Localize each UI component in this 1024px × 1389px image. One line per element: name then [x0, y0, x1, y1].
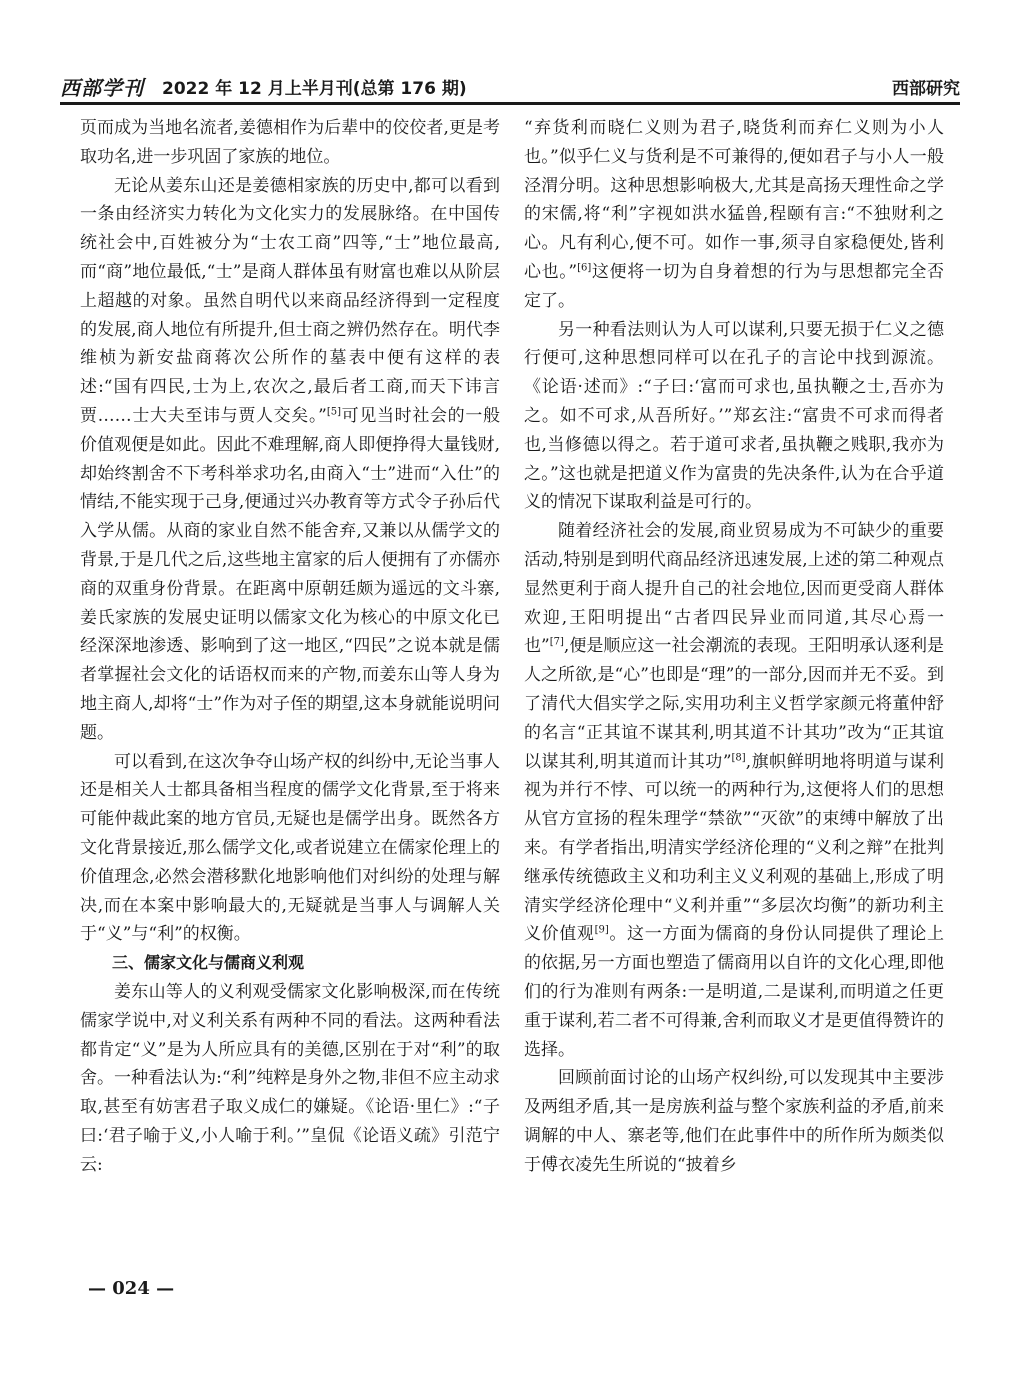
paragraph: [80, 172, 500, 748]
section-name: 西部研究: [892, 79, 960, 99]
running-header: [60, 66, 960, 105]
paragraph: 姜东山等人的义利观受儒家文化影响极深,而在传统儒家学说中,对义利关系有两种不同的看法。这两种看法都肯定“义”是为人所应具有的美德,区别在于对“利”的取舍。一种看法认为:“利”纯粹是身外之物,非但不应主动求取,甚至有妨害君子取义成仁的嫌疑。《论语·里仁》:“子曰:‘君子喻于义,小人喻于利。’”皇侃《论语义疏》引范宁云:: [80, 981, 500, 1175]
paragraph-text: 这便将一切为自身着想的行为与思想都完全否定了。: [524, 261, 944, 311]
issue-info: 2022 年 12 月上半月刊(总第 176 期): [162, 79, 467, 99]
paragraph: [524, 114, 944, 316]
paragraph: 另一种看法则认为人可以谋利,只要无损于仁义之德行便可,这种思想同样可以在孔子的言论中找到源流。《论语·述而》:“子曰:‘富而可求也,虽执鞭之士,吾亦为之。如不可求,从吾所好。’”郑玄注:“富贵不可求而得者也,当修德以得之。若于道可求者,虽执鞭之贱职,我亦为之。”这也就是把道义作为富贵的先决条件,认为在合乎道义的情况下谋取利益是可行的。: [524, 319, 944, 513]
right-column: [524, 114, 944, 1179]
section-heading: 三、儒家文化与儒商义利观: [112, 953, 305, 973]
page-number: — 024 —: [88, 1278, 175, 1299]
citation: [6]: [577, 262, 592, 274]
paragraph-text: 可见当时社会的一般价值观便是如此。因此不难理解,商人即便挣得大量钱财,却始终割舍不下考科举求功名,由商入“士”进而“入仕”的情结,不能实现于己身,便通过兴办教育等方式令子孙后代入学从儒。从商的家业自然不能舍弃,又兼以从儒学文的背景,于是几代之后,这些地主富家的后人便拥有了亦儒亦商的双重身份背景。在距离中原朝廷颇为遥远的文斗寨,姜氏家族的发展史证明以儒家文化为核心的中原文化已经深深地渗透、影响到了这一地区,“四民”之说本就是儒者掌握社会文化的话语权而来的产物,而姜东山等人身为地主商人,却将“士”作为对子侄的期望,这本身就能说明问题。: [80, 405, 500, 743]
paragraph: 回顾前面讨论的山场产权纠纷,可以发现其中主要涉及两组矛盾,其一是房族利益与整个家族利益的矛盾,前来调解的中人、寨老等,他们在此事件中的所作所为颇类似于傅衣凌先生所说的“披着乡: [524, 1068, 944, 1175]
citation: [9]: [594, 924, 609, 936]
paragraph-text: ,便是顺应这一社会潮流的表现。王阳明承认逐利是人之所欲,是“心”也即是“理”的一部分,因而并无不妥。到了清代大倡实学之际,实用功利主义哲学家颜元将董仲舒的名言“正其谊不谋其利,明其道不计其功”改为“正其谊以谋其利,明其道而计其功”: [524, 636, 944, 772]
citation: [5]: [326, 406, 342, 418]
paragraph: [524, 517, 944, 1064]
paragraph: 可以看到,在这次争夺山场产权的纠纷中,无论当事人还是相关人士都具备相当程度的儒学文化背景,至于将来可能仲裁此案的地方官员,无疑也是儒学出身。既然各方文化背景接近,那么儒学文化,或者说建立在儒家伦理上的价值理念,必然会潜移默化地影响他们对纠纷的处理与解决,而在本案中影响最大的,无疑就是当事人与调解人关于“义”与“利”的权衡。: [80, 751, 500, 945]
citation: [7]: [549, 636, 564, 648]
paragraph-text: 。这一方面为儒商的身份认同提供了理论上的依据,另一方面也塑造了儒商用以自许的文化心理,即他们的行为准则有两条:一是明道,二是谋利,而明道之任更重于谋利,若二者不可得兼,舍利而取义才是更值得赞许的选择。: [524, 924, 945, 1060]
paragraph-text: 随着经济社会的发展,商业贸易成为不可缺少的重要活动,特别是到明代商品经济迅速发展,上述的第二种观点显然更利于商人提升自己的社会地位,因而更受商人群体欢迎,王阳明提出“古者四民异业而同道,其尽心焉一也”: [524, 521, 944, 657]
paragraph-text: 无论从姜东山还是姜德相家族的历史中,都可以看到一条由经济实力转化为文化实力的发展脉络。在中国传统社会中,百姓被分为“士农工商”四等,“士”地位最高,而“商”地位最低,“士”是商人群体虽有财富也难以从阶层上超越的对象。虽然自明代以来商品经济得到一定程度的发展,商人地位有所提升,但士商之辨仍然存在。明代李维桢为新安盐商蒋次公所作的墓表中便有这样的表述:“国有四民,士为上,农次之,最后者工商,而天下讳言贾……士大夫至讳与贾人交矣。”: [80, 175, 500, 426]
paragraph-text: ,旗帜鲜明地将明道与谋利视为并行不悖、可以统一的两种行为,这便将人们的思想从官方宣扬的程朱理学“禁欲”“灭欲”的束缚中解放了出来。有学者指出,明清实学经济伦理的“义利之辩”在批判继承传统德政主义和功利主义义利观的基础上,形成了明清实学经济伦理中“义利并重”“多层次均衡”的新功利主义价值观: [524, 751, 944, 945]
left-column: [80, 114, 500, 1179]
citation: [8]: [731, 751, 746, 763]
paragraph: 页而成为当地名流者,姜德相作为后辈中的佼佼者,更是考取功名,进一步巩固了家族的地位。: [80, 118, 500, 167]
paragraph-text: “弃货利而晓仁义则为君子,晓货利而弃仁义则为小人也。”似乎仁义与货利是不可兼得的,便如君子与小人一般泾渭分明。这种思想影响极大,尤其是高扬天理性命之学的宋儒,将“利”字视如洪水猛兽,程颐有言:“不独财利之心。凡有利心,便不可。如作一事,须寻自家稳便处,皆利心也。”: [524, 118, 944, 282]
journal-logo: 西部学刊: [60, 76, 144, 100]
